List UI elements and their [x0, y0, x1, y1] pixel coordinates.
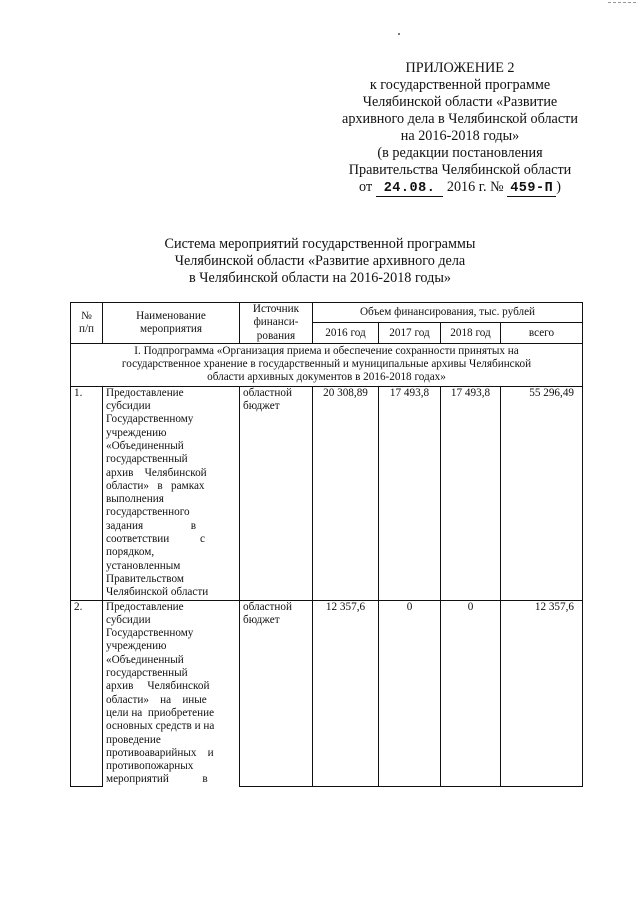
section-row — [71, 343, 583, 386]
header-source-line: финанси- — [253, 316, 299, 329]
scan-dot-mark — [398, 33, 400, 35]
header-source-line: Источник — [252, 303, 300, 315]
table-row — [71, 386, 583, 600]
name-line: Государственному — [106, 627, 194, 640]
name-line: архив Челябинской — [106, 466, 207, 479]
resolution-number: 459-П — [507, 181, 556, 197]
name-line: Предоставление — [106, 386, 184, 399]
header-name — [103, 303, 240, 344]
name-line: государственный — [106, 667, 188, 680]
row-num: 2. — [71, 600, 103, 787]
name-line: задания в — [106, 519, 196, 532]
appendix-line: Челябинской области «Развитие — [362, 94, 558, 110]
header-source-line: рования — [256, 329, 296, 342]
header-name-line: мероприятия — [140, 322, 202, 335]
header-num — [71, 303, 103, 344]
row-2017-value: 17 493,8 — [379, 386, 441, 600]
row-name — [103, 600, 240, 787]
date-suffix: 2016 г. № — [446, 179, 504, 195]
resolution-date-line — [330, 179, 590, 197]
resolution-date: 24.08. — [376, 181, 444, 197]
appendix-line: Правительства Челябинской области — [348, 162, 572, 178]
header-name-line: Наименование — [136, 309, 206, 322]
name-line: учреждению — [106, 640, 167, 653]
source-line: бюджет — [243, 613, 280, 626]
scan-corner-mark — [608, 2, 636, 4]
name-line: Предоставление — [106, 600, 184, 613]
row-total-value: 12 357,6 — [501, 600, 583, 787]
header-2017: 2017 год — [379, 323, 441, 343]
name-line: противопожарных — [106, 760, 194, 773]
source-line: бюджет — [243, 400, 280, 413]
header-2016: 2016 год — [313, 323, 379, 343]
name-line: Государственному — [106, 413, 194, 426]
name-line: области» на иные — [106, 693, 207, 706]
name-line: выполнения — [106, 493, 164, 506]
name-line: субсидии — [106, 613, 151, 626]
name-line: «Объединенный — [106, 439, 184, 452]
document-title — [90, 236, 550, 287]
close-paren: ) — [556, 179, 561, 195]
section-line: области архивных документов в 2016-2018 годах» — [207, 371, 446, 384]
name-line: государственного — [106, 506, 190, 519]
name-line: цели на приобретение — [106, 706, 215, 719]
measures-table — [70, 302, 583, 787]
header-num-line: № — [81, 309, 92, 322]
name-line: противоаварийных и — [106, 746, 214, 759]
appendix-header — [330, 60, 590, 197]
date-prefix: от — [359, 179, 373, 195]
appendix-title: ПРИЛОЖЕНИЕ 2 — [405, 60, 515, 76]
header-volume: Объем финансирования, тыс. рублей — [313, 303, 583, 323]
section-line: государственное хранение в государственный и муниципальные архивы Челябинской — [121, 358, 532, 371]
name-line: государственный — [106, 453, 188, 466]
row-source — [240, 386, 313, 600]
name-line: основных средств и на — [106, 720, 215, 733]
title-line: в Челябинской области на 2016-2018 годы» — [189, 270, 451, 286]
row-2016-value: 20 308,89 — [313, 386, 379, 600]
header-source — [240, 303, 313, 344]
source-line: областной — [243, 600, 292, 613]
row-2017-value: 0 — [379, 600, 441, 787]
section-line: I. Подпрограмма «Организация приема и обеспечение сохранности принятых на — [134, 344, 519, 357]
name-line: области» в рамках — [106, 479, 205, 492]
header-row — [71, 303, 583, 323]
appendix-line: архивного дела в Челябинской области — [342, 111, 578, 127]
row-2018-value: 17 493,8 — [441, 386, 501, 600]
name-line: Правительством — [106, 572, 184, 585]
source-line: областной — [243, 386, 292, 399]
name-line: установленным — [106, 559, 181, 572]
row-total-value: 55 296,49 — [501, 386, 583, 600]
name-line: мероприятий в — [106, 773, 208, 786]
title-line: Челябинской области «Развитие архивного дела — [174, 253, 466, 269]
table-row — [71, 600, 583, 787]
appendix-line: к государственной программе — [369, 77, 551, 93]
name-line: учреждению — [106, 426, 167, 439]
header-num-line: п/п — [78, 322, 95, 335]
title-line: Система мероприятий государственной программы — [164, 236, 476, 252]
name-line: архив Челябинской — [106, 680, 210, 693]
name-line: соответствии с — [106, 533, 205, 546]
row-2018-value: 0 — [441, 600, 501, 787]
name-line: порядком, — [106, 546, 155, 559]
subprogram-title — [71, 343, 583, 386]
row-source — [240, 600, 313, 787]
name-line: «Объединенный — [106, 653, 184, 666]
header-total: всего — [501, 323, 583, 343]
header-2018: 2018 год — [441, 323, 501, 343]
name-line: проведение — [106, 733, 161, 746]
name-line: Челябинской области — [106, 586, 209, 599]
name-line: субсидии — [106, 400, 151, 413]
row-num: 1. — [71, 386, 103, 600]
appendix-line: на 2016-2018 годы» — [400, 128, 520, 144]
row-name — [103, 386, 240, 600]
appendix-line: (в редакции постановления — [377, 145, 543, 161]
row-2016-value: 12 357,6 — [313, 600, 379, 787]
